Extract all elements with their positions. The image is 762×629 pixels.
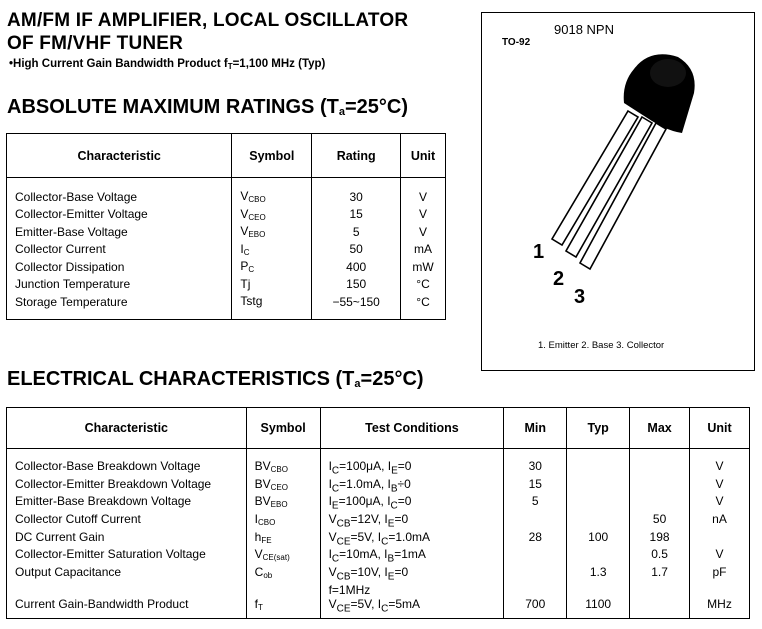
symbol-text: BV <box>254 476 271 491</box>
test-condition-cell: $I_C=1.0mA$, $I_B\div 0$ <box>320 477 504 495</box>
min-cell: 30 <box>504 449 567 477</box>
symbol-subscript: CEO <box>270 482 288 492</box>
transistor-leads <box>552 111 666 269</box>
electrical-heading-sub: a <box>354 378 361 390</box>
abs-max-row <box>7 178 446 206</box>
typ-cell: 1100 <box>567 597 630 619</box>
unit-cell: V <box>401 206 446 224</box>
to92-drawing <box>482 13 754 370</box>
symbol-cell <box>232 178 312 206</box>
pin-1-label: 1 <box>533 241 545 263</box>
unit-cell: V <box>690 449 750 477</box>
typ-cell: 1.3 <box>567 565 630 596</box>
symbol-cell <box>246 547 320 565</box>
symbol-text: Tj <box>240 276 251 291</box>
symbol-subscript: T <box>257 602 263 612</box>
symbol-cell <box>246 477 320 495</box>
bullet-sub: T <box>227 62 233 71</box>
symbol-text: I <box>240 241 244 256</box>
electrical-row <box>7 565 750 596</box>
electrical-table <box>6 407 750 619</box>
characteristic-cell: Storage Temperature <box>15 294 128 309</box>
ec-col-unit: Unit <box>690 408 750 449</box>
characteristic-cell: Emitter-Base Breakdown Voltage <box>15 494 192 509</box>
electrical-heading-tail: =25°C) <box>360 368 424 390</box>
symbol-cell <box>246 494 320 512</box>
symbol-text: V <box>240 189 249 204</box>
abs-max-row <box>7 241 446 259</box>
characteristic-cell: Collector Current <box>15 242 106 257</box>
symbol-cell <box>232 223 312 241</box>
symbol-cell <box>246 565 320 596</box>
symbol-subscript: CEO <box>248 212 266 222</box>
transistor-top <box>650 59 686 87</box>
symbol-subscript: EBO <box>270 500 288 510</box>
rating-cell: 5 <box>312 223 401 241</box>
characteristic-cell: Output Capacitance <box>15 565 122 580</box>
ec-col-typ: Typ <box>567 408 630 449</box>
unit-cell: V <box>401 223 446 241</box>
electrical-row <box>7 449 750 477</box>
max-cell <box>630 477 690 495</box>
symbol-text: V <box>240 224 249 239</box>
electrical-row <box>7 597 750 619</box>
symbol-cell <box>232 206 312 224</box>
typ-cell: 100 <box>567 530 630 548</box>
characteristic-cell: Collector Dissipation <box>15 259 125 274</box>
min-cell <box>504 512 567 530</box>
abs-max-row <box>7 223 446 241</box>
unit-cell: V <box>690 494 750 512</box>
abs-max-body <box>7 178 446 320</box>
col-rating: Rating <box>312 134 401 178</box>
max-cell <box>630 449 690 477</box>
unit-cell: V <box>690 547 750 565</box>
min-cell <box>504 565 567 596</box>
max-cell <box>630 597 690 619</box>
max-cell: 0.5 <box>630 547 690 565</box>
unit-cell: mA <box>401 241 446 259</box>
symbol-cell <box>232 276 312 294</box>
symbol-text: h <box>254 529 262 544</box>
abs-max-row <box>7 206 446 224</box>
typ-cell <box>567 512 630 530</box>
test-condition-cell: $I_C=100\mu A$, $I_E=0$ <box>320 449 504 477</box>
symbol-text: I <box>254 512 258 527</box>
symbol-subscript: CBO <box>257 518 276 528</box>
max-cell: 1.7 <box>630 565 690 596</box>
unit-cell: °C <box>401 293 446 319</box>
symbol-subscript: FE <box>261 535 272 545</box>
bullet-text: High Current Gain Bandwidth Product f <box>13 58 228 70</box>
test-condition-cell: $V_{CE}=5V$, $I_C=5mA$ <box>320 597 504 619</box>
rating-cell: 30 <box>312 178 401 206</box>
electrical-heading <box>7 368 424 391</box>
pin-2-label: 2 <box>553 268 565 290</box>
col-symbol: Symbol <box>232 134 312 178</box>
lead-2 <box>566 117 652 257</box>
bullet-dot: • <box>9 58 14 70</box>
symbol-cell <box>232 241 312 259</box>
abs-max-table <box>6 133 446 320</box>
unit-cell: V <box>401 178 446 206</box>
min-cell: 15 <box>504 477 567 495</box>
test-condition-cell: $V_{CB}=10V$, $I_E=0$ f=1MHz <box>320 565 504 596</box>
rating-cell: 50 <box>312 241 401 259</box>
col-unit: Unit <box>401 134 446 178</box>
abs-max-heading-tail: =25°C) <box>344 96 408 118</box>
abs-max-row <box>7 293 446 319</box>
unit-cell: MHz <box>690 597 750 619</box>
symbol-cell <box>232 258 312 276</box>
symbol-subscript: CBO <box>270 465 288 474</box>
rating-cell: 15 <box>312 206 401 224</box>
symbol-text: BV <box>254 459 271 473</box>
unit-cell: mW <box>401 258 446 276</box>
rating-cell: 400 <box>312 258 401 276</box>
characteristic-cell: Collector Cutoff Current <box>15 512 141 527</box>
rating-cell: −55~150 <box>312 293 401 319</box>
symbol-text: V <box>254 547 263 562</box>
symbol-text: P <box>240 259 249 274</box>
rating-cell: 150 <box>312 276 401 294</box>
symbol-cell <box>246 597 320 619</box>
package-box <box>481 12 755 371</box>
typ-cell <box>567 547 630 565</box>
lead-3 <box>580 123 666 269</box>
unit-cell: V <box>690 477 750 495</box>
symbol-subscript: EBO <box>248 230 266 240</box>
title-line-1: AM/FM IF AMPLIFIER, LOCAL OSCILLATOR <box>7 10 409 31</box>
test-condition-cell: $I_E=100\mu A$, $I_C=0$ <box>320 494 504 512</box>
abs-max-header-row <box>7 134 446 178</box>
symbol-text: C <box>254 565 264 580</box>
unit-cell: pF <box>690 565 750 596</box>
characteristic-cell: Current Gain-Bandwidth Product <box>15 596 189 611</box>
symbol-subscript: C <box>248 265 255 275</box>
characteristic-cell: Collector-Emitter Saturation Voltage <box>15 547 206 562</box>
symbol-cell <box>232 293 312 319</box>
max-cell: 50 <box>630 512 690 530</box>
electrical-row <box>7 477 750 495</box>
package-type: TO-92 <box>502 37 531 48</box>
ec-col-conditions: Test Conditions <box>320 408 504 449</box>
symbol-text: BV <box>254 494 271 509</box>
symbol-subscript: ob <box>263 571 273 581</box>
min-cell: 700 <box>504 597 567 619</box>
electrical-heading-text: ELECTRICAL CHARACTERISTICS (T <box>7 368 355 390</box>
typ-cell <box>567 449 630 477</box>
characteristic-cell: Collector-Base Breakdown Voltage <box>15 459 201 473</box>
title-line-2: OF FM/VHF TUNER <box>7 33 184 54</box>
abs-max-row <box>7 258 446 276</box>
characteristic-cell: Collector-Base Voltage <box>15 189 138 204</box>
ec-col-characteristic: Characteristic <box>7 408 247 449</box>
unit-cell: °C <box>401 276 446 294</box>
characteristic-cell: Collector-Emitter Breakdown Voltage <box>15 476 212 491</box>
symbol-cell <box>246 530 320 548</box>
electrical-row <box>7 530 750 548</box>
min-cell: 28 <box>504 530 567 548</box>
symbol-text: V <box>240 206 249 221</box>
min-cell: 5 <box>504 494 567 512</box>
feature-bullet <box>9 58 325 71</box>
electrical-row <box>7 547 750 565</box>
abs-max-heading <box>7 96 408 119</box>
abs-max-heading-sub: a <box>338 106 345 118</box>
abs-max-row <box>7 276 446 294</box>
ec-col-symbol: Symbol <box>246 408 320 449</box>
min-cell <box>504 547 567 565</box>
symbol-subscript: CBO <box>248 195 266 205</box>
symbol-cell <box>246 512 320 530</box>
col-characteristic: Characteristic <box>7 134 232 178</box>
electrical-body <box>7 449 750 619</box>
typ-cell <box>567 494 630 512</box>
typ-cell <box>567 477 630 495</box>
characteristic-cell: Collector-Emitter Voltage <box>15 207 148 222</box>
characteristic-cell: DC Current Gain <box>15 529 105 544</box>
electrical-row <box>7 494 750 512</box>
symbol-text: f <box>254 596 258 611</box>
symbol-text: Tstg <box>240 294 263 309</box>
test-condition-cell: $V_{CB}=12V$, $I_E=0$ <box>320 512 504 530</box>
part-number: 9018 NPN <box>554 22 614 37</box>
characteristic-cell: Emitter-Base Voltage <box>15 224 128 239</box>
electrical-header-row <box>7 408 750 449</box>
unit-cell: nA <box>690 512 750 530</box>
test-condition-cell: $I_C=10mA$, $I_B=1mA$ <box>320 547 504 565</box>
symbol-subscript: CE(sat) <box>262 553 290 563</box>
abs-max-heading-text: ABSOLUTE MAXIMUM RATINGS (T <box>7 96 339 118</box>
test-condition-cell: $V_{CE}=5V$, $I_C=1.0mA$ <box>320 530 504 548</box>
pin-legend: 1. Emitter 2. Base 3. Collector <box>538 340 665 351</box>
bullet-tail: =1,100 MHz (Typ) <box>232 58 326 70</box>
ec-col-min: Min <box>504 408 567 449</box>
pin-3-label: 3 <box>574 286 586 308</box>
ec-col-max: Max <box>630 408 690 449</box>
characteristic-cell: Junction Temperature <box>15 277 131 292</box>
unit-cell <box>690 530 750 548</box>
max-cell <box>630 494 690 512</box>
electrical-row <box>7 512 750 530</box>
symbol-cell <box>246 449 320 477</box>
max-cell: 198 <box>630 530 690 548</box>
symbol-subscript: C <box>243 247 250 257</box>
